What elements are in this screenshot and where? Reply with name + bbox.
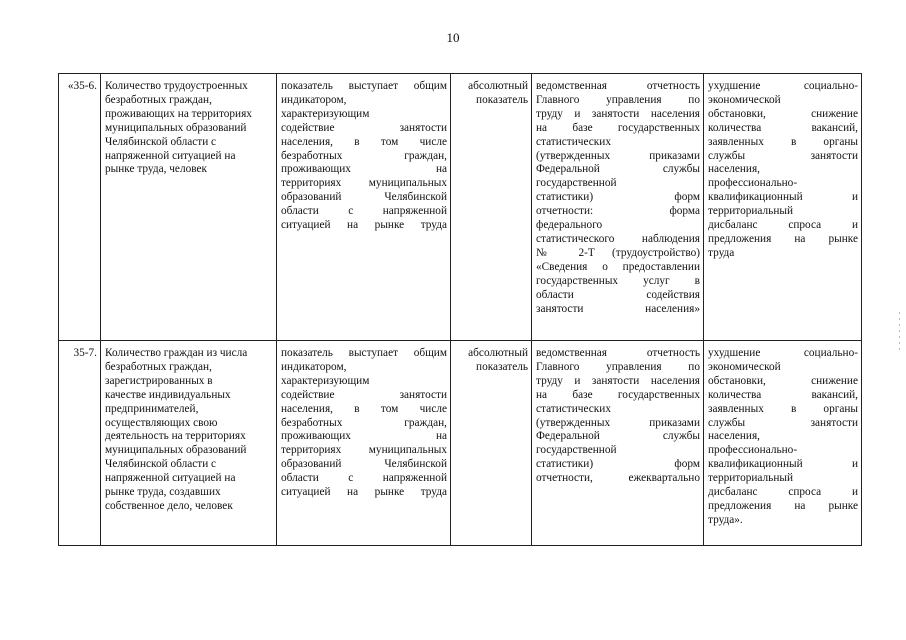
cell-text-line: (утвержденных приказами [536,149,700,162]
indicator-name-cell [101,74,277,341]
cell-text-line: показатель [476,93,528,106]
cell-text-line: государственной [536,444,617,457]
indicator-unit-cell [451,74,532,341]
cell-text-line: характеризующим [281,374,370,387]
cell-text-line: статистики) форм [536,458,700,471]
cell-text-line: напряженной ситуацией на [105,472,236,485]
cell-text-line: населения, в том числе [281,135,447,148]
cell-text-line: Главного управления по [536,360,700,373]
cell-text-line: показатель [476,360,528,373]
cell-text-line: Количество граждан из числа [105,347,248,359]
cell-text-line: населения, [708,430,760,443]
indicator-name-cell [101,341,277,546]
cell-text-line: индикатором, [281,93,347,106]
cell-text-line: труду и занятости населения [536,374,700,387]
cell-text-line: № 2-Т (трудоустройство) [536,246,700,259]
indicators-table [58,73,862,546]
cell-text-line: проживающих на территориях [105,107,252,120]
cell-text-line: Федеральной службы [536,163,700,176]
cell-text-line: отчетности: форма [536,205,700,218]
cell-text-line: характеризующим [281,107,370,120]
cell-text-line: области содействия [536,288,700,301]
cell-text-line: квалификационный и [708,191,858,204]
table-row [59,74,862,341]
cell-text-line: на базе государственных [536,388,700,401]
cell-text-line: образований Челябинской [281,191,447,204]
cell-text-line: труда [708,246,735,259]
indicator-factors-cell [704,341,862,546]
indicator-source-cell [532,74,704,341]
cell-text-line: напряженной ситуацией на [105,149,236,162]
cell-text-line: территориальный [708,472,794,485]
cell-text-line: рынке труда, создавших [105,486,221,499]
cell-text-line: «Сведения о предоставлении [536,260,700,273]
cell-text-line: ситуацией на рынке труда [281,486,447,499]
cell-text-line: проживающих на [281,163,447,176]
cell-text-line: Главного управления по [536,93,700,106]
cell-text-line: 35-7. [73,347,97,359]
table-row [59,341,862,546]
cell-text-line: обстановки, снижение [708,374,858,387]
cell-text-line: предложения на рынке [708,232,858,245]
cell-text-line: обстановки, снижение [708,107,858,120]
cell-text-line: содействие занятости [281,121,447,134]
cell-text-line: территориальный [708,205,794,218]
cell-text-line: предложения на рынке [708,499,858,512]
cell-text-line: статистических [536,402,611,415]
cell-text-line: муниципальных образований [105,444,247,457]
cell-text-line: безработных граждан, [281,149,447,162]
cell-text-line: индикатором, [281,360,347,373]
cell-text-line: труда». [708,513,743,526]
indicator-description-cell [277,341,451,546]
cell-text-line: труду и занятости населения [536,107,700,120]
cell-text-line: экономической [708,360,781,373]
cell-text-line: государственной [536,177,617,190]
cell-text-line: территориях муниципальных [281,444,447,457]
cell-text-line: ведомственная отчетность [536,347,700,359]
indicator-unit-cell [451,341,532,546]
cell-text-line: службы занятости [708,149,858,162]
cell-text-line: дисбаланс спроса и [708,486,858,499]
page-number: 10 [446,30,460,45]
cell-text-line: количества вакансий, [708,388,858,401]
cell-text-line: осуществляющих свою [105,416,218,429]
cell-text-line: зарегистрированных в [105,374,213,387]
cell-text-line: деятельность на территориях [105,430,246,443]
cell-text-line: занятости населения» [536,302,700,315]
cell-text-line: показатель выступает общим [281,80,447,92]
cell-text-line: области с напряженной [281,205,447,218]
cell-text-line: образований Челябинской [281,458,447,471]
cell-text-line: безработных граждан, [105,93,212,106]
cell-text-line: показатель выступает общим [281,347,447,359]
cell-text-line: «35-6. [67,80,97,92]
cell-text-line: ведомственная отчетность [536,80,700,92]
indicator-number-cell [59,74,101,341]
cell-text-line: территориях муниципальных [281,177,447,190]
cell-text-line: Челябинской области с [105,458,217,471]
cell-text-line: отчетности, ежеквартально [536,472,700,485]
cell-text-line: статистических [536,135,611,148]
cell-text-line: населения, [708,163,760,176]
cell-text-line: собственное дело, человек [105,499,233,512]
cell-text-line: населения, в том числе [281,402,447,415]
cell-text-line: квалификационный и [708,458,858,471]
cell-text-line: ухудшение социально- [708,80,858,92]
cell-text-line: службы занятости [708,416,858,429]
cell-text-line: статистического наблюдения [536,232,700,245]
cell-text-line: дисбаланс спроса и [708,219,858,232]
cell-text-line: (утвержденных приказами [536,416,700,429]
cell-text-line: государственных услуг в [536,274,700,287]
cell-text-line: заявленных в органы [708,402,858,415]
indicator-number-cell [59,341,101,546]
indicator-factors-cell [704,74,862,341]
cell-text-line: Челябинской области с [105,135,217,148]
cell-text-line: муниципальных образований [105,121,247,134]
cell-text-line: безработных граждан, [281,416,447,429]
indicator-description-cell [277,74,451,341]
indicator-source-cell [532,341,704,546]
cell-text-line: экономической [708,93,781,106]
cell-text-line: Федеральной службы [536,430,700,443]
cell-text-line: ситуацией на рынке труда [281,219,447,232]
cell-text-line: заявленных в органы [708,135,858,148]
scan-edge-mark [899,312,900,352]
cell-text-line: ухудшение социально- [708,347,858,359]
cell-text-line: предпринимателей, [105,402,199,415]
cell-text-line: статистики) форм [536,191,700,204]
cell-text-line: абсолютный [468,80,528,92]
cell-text-line: содействие занятости [281,388,447,401]
cell-text-line: рынке труда, человек [105,163,208,176]
cell-text-line: федерального [536,219,603,232]
cell-text-line: проживающих на [281,430,447,443]
cell-text-line: профессионально- [708,444,798,457]
cell-text-line: области с напряженной [281,472,447,485]
cell-text-line: Количество трудоустроенных [105,80,248,92]
cell-text-line: качестве индивидуальных [105,388,231,401]
cell-text-line: на базе государственных [536,121,700,134]
cell-text-line: количества вакансий, [708,121,858,134]
cell-text-line: безработных граждан, [105,360,212,373]
cell-text-line: абсолютный [468,347,528,359]
cell-text-line: профессионально- [708,177,798,190]
